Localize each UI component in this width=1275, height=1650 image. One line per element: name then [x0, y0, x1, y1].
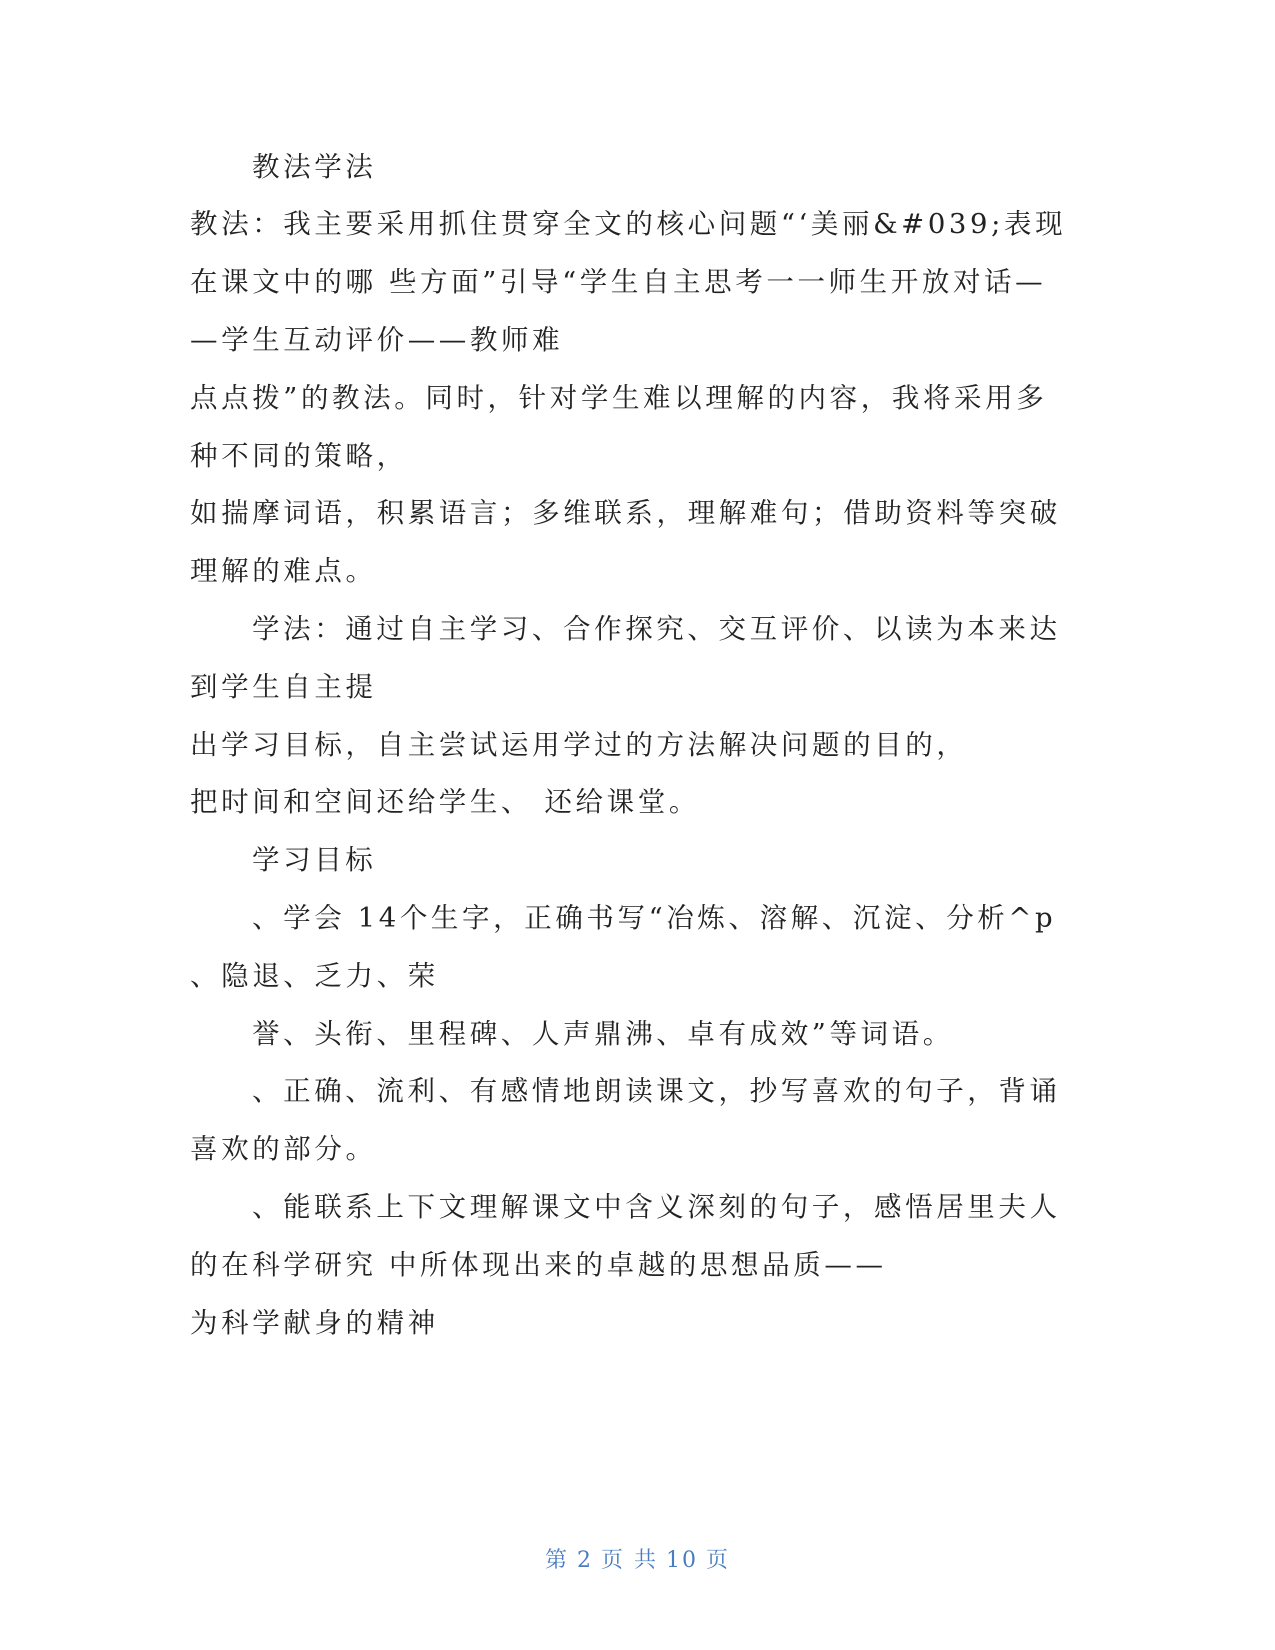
paragraph-line: 到学生自主提	[190, 671, 377, 703]
page-label-middle: 页 共	[601, 1548, 658, 1573]
paragraph-line: 、隐退、乏力、荣	[190, 960, 439, 992]
paragraph-line: 把时间和空间还给学生、 还给课堂。	[190, 786, 700, 818]
section-heading-methods: 教法学法	[252, 151, 377, 183]
paragraph-line: 教法：我主要采用抓住贯穿全文的核心问题“‘美丽&#039;表现	[190, 208, 1067, 240]
paragraph-line: 理解的难点。	[190, 555, 377, 587]
paragraph-line: 学法：通过自主学习、合作探究、交互评价、以读为本来达	[252, 613, 1061, 645]
section-heading-goals: 学习目标	[252, 844, 377, 876]
paragraph-line: 誉、头衔、里程碑、人声鼎沸、卓有成效”等词语。	[252, 1018, 954, 1050]
paragraph-line: —学生互动评价——教师难	[190, 324, 564, 356]
paragraph-line: 在课文中的哪 些方面”引导“学生自主思考一一师生开放对话—	[190, 266, 1047, 298]
paragraph-line: 、正确、流利、有感情地朗读课文，抄写喜欢的句子，背诵	[252, 1075, 1061, 1107]
page-label-prefix: 第	[544, 1548, 569, 1573]
paragraph-line: 、学会 14个生字，正确书写“冶炼、溶解、沉淀、分析^p	[252, 902, 1057, 934]
paragraph-line: 为科学献身的精神	[190, 1307, 439, 1339]
page-number-footer	[0, 1543, 1275, 1574]
page-label-suffix: 页	[706, 1548, 731, 1573]
current-page-number: 2	[577, 1548, 593, 1573]
paragraph-line: 点点拨”的教法。同时，针对学生难以理解的内容，我将采用多	[190, 382, 1048, 414]
paragraph-line: 喜欢的部分。	[190, 1133, 377, 1165]
paragraph-line: 的在科学研究 中所体现出来的卓越的思想品质——	[190, 1249, 887, 1281]
paragraph-line: 、能联系上下文理解课文中含义深刻的句子，感悟居里夫人	[252, 1191, 1061, 1223]
total-pages-number: 10	[666, 1548, 698, 1573]
paragraph-line: 出学习目标，自主尝试运用学过的方法解决问题的目的，	[190, 729, 968, 761]
paragraph-line: 种不同的策略，	[190, 440, 408, 472]
paragraph-line: 如揣摩词语，积累语言；多维联系，理解难句；借助资料等突破	[190, 497, 1061, 529]
